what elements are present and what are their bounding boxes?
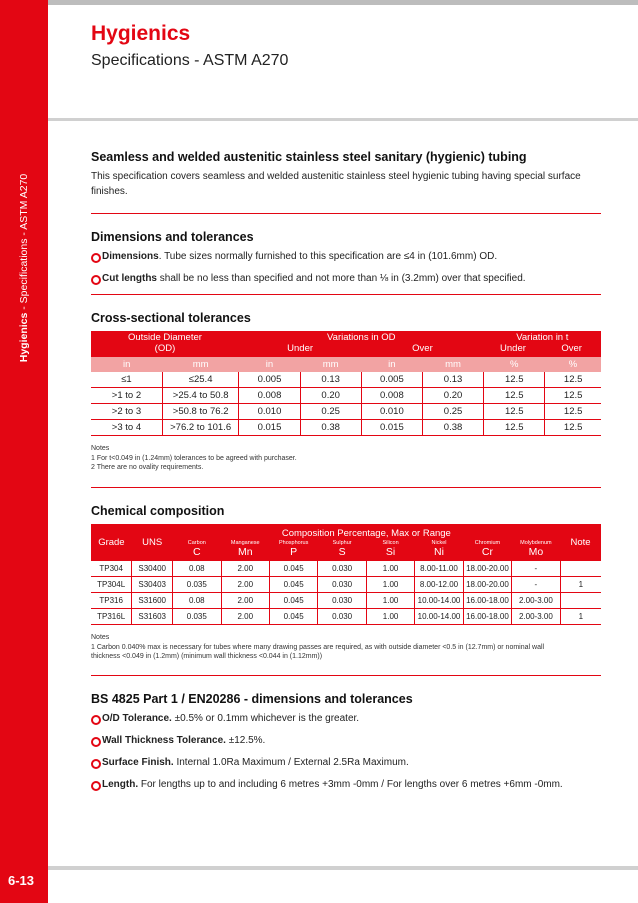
chemical-notes: Notes 1 Carbon 0.040% max is necessary for tubes where many drawing passes are required, as with outside diameter <0.5 in (12.7mm) or nominal wall thickness <0.049 in (1.2mm) (minimum wall thickness <0.044 in (1.12mm)) (91, 634, 545, 661)
section-divider (91, 213, 601, 214)
table-cell: 12.5 (545, 420, 601, 436)
unit-cell: mm (162, 357, 239, 372)
table-header-row (91, 331, 601, 357)
table-cell: 10.00-14.00 (415, 609, 463, 625)
table-cell: TP316 (91, 593, 132, 609)
unit-cell: % (484, 357, 545, 372)
unit-cell: % (545, 357, 601, 372)
table-cell: 8.00-12.00 (415, 577, 463, 593)
table-cell: 12.5 (545, 388, 601, 404)
dimensions-list (91, 250, 601, 286)
table-cell: 0.25 (422, 404, 483, 420)
table-cell: 1.00 (366, 609, 414, 625)
table-cell: 16.00-18.00 (463, 593, 511, 609)
cross-heading: Cross-sectional tolerances (91, 311, 251, 325)
sidebar-label: Hygienics - Specifications - ASTM A270 (18, 173, 30, 363)
intro-heading: Seamless and welded austenitic stainless steel sanitary (hygienic) tubing (91, 150, 527, 164)
element-header: Silicon Si (366, 540, 414, 561)
table-cell: ≤1 (91, 372, 162, 388)
table-cell: 1.00 (366, 561, 414, 577)
list-item: O/D Tolerance. ±0.5% or 0.1mm whichever is the greater. (91, 712, 601, 726)
table-cell: 12.5 (484, 404, 545, 420)
table-cell: 1 (560, 577, 601, 593)
table-cell: 10.00-14.00 (415, 593, 463, 609)
table-row (91, 609, 601, 625)
unit-cell: in (239, 357, 300, 372)
table-cell: 1.00 (366, 577, 414, 593)
chemical-heading: Chemical composition (91, 503, 225, 518)
table-cell: 0.08 (173, 561, 221, 577)
table-cell: >25.4 to 50.8 (162, 388, 239, 404)
chem-header-row (91, 524, 601, 540)
table-cell: 12.5 (545, 404, 601, 420)
table-cell: - (512, 561, 560, 577)
table-cell: 18.00-20.00 (463, 577, 511, 593)
element-header: Sulphur S (318, 540, 366, 561)
table-cell: 0.008 (239, 388, 300, 404)
table-row (91, 372, 601, 388)
table-cell: S30403 (132, 577, 173, 593)
table-cell: 0.030 (318, 561, 366, 577)
sidebar (0, 0, 48, 903)
list-item: Surface Finish. Internal 1.0Ra Maximum / External 2.5Ra Maximum. (91, 756, 601, 770)
table-cell: S30400 (132, 561, 173, 577)
table-cell: 0.015 (361, 420, 422, 436)
table-cell: S31603 (132, 609, 173, 625)
element-header: Molybdenum Mo (512, 540, 560, 561)
table-cell: 8.00-11.00 (415, 561, 463, 577)
table-cell: 2.00-3.00 (512, 593, 560, 609)
table-cell: 16.00-18.00 (463, 609, 511, 625)
table-cell (560, 561, 601, 577)
table-unit-row (91, 357, 601, 372)
section-divider (91, 487, 601, 488)
unit-cell: mm (300, 357, 361, 372)
composition-header: Composition Percentage, Max or Range (173, 524, 561, 540)
table-cell: 0.010 (239, 404, 300, 420)
table-cell: 12.5 (545, 372, 601, 388)
table-cell: >76.2 to 101.6 (162, 420, 239, 436)
table-cell: 12.5 (484, 372, 545, 388)
list-item: Wall Thickness Tolerance. ±12.5%. (91, 734, 601, 748)
footer-divider (48, 866, 638, 870)
cross-notes: Notes 1 For t<0.049 in (1.24mm) tolerances to be agreed with purchaser. 2 There are no ovality requirements. (91, 445, 297, 472)
element-header: Nickel Ni (415, 540, 463, 561)
table-cell: 0.20 (422, 388, 483, 404)
table-cell: 1.00 (366, 593, 414, 609)
table-row (91, 593, 601, 609)
table-cell: 2.00-3.00 (512, 609, 560, 625)
element-header: Carbon C (173, 540, 221, 561)
dimensions-heading: Dimensions and tolerances (91, 230, 254, 244)
grade-header: Grade (91, 524, 132, 561)
page-number: 6-13 (8, 873, 35, 888)
list-item: Length. For lengths up to and including 6 metres +3mm -0mm / For lengths over 6 metres +6mm -0mm. (91, 778, 601, 792)
table-cell: 12.5 (484, 388, 545, 404)
page-subtitle: Specifications - ASTM A270 (91, 52, 289, 69)
table-cell: 2.00 (221, 593, 269, 609)
var-t-header: Variation in t Under Over (484, 331, 601, 357)
table-cell: 0.08 (173, 593, 221, 609)
table-cell: 0.045 (269, 577, 317, 593)
table-cell: >50.8 to 76.2 (162, 404, 239, 420)
element-header: Phosphorus P (269, 540, 317, 561)
table-row (91, 561, 601, 577)
table-row (91, 420, 601, 436)
chemical-table (91, 524, 601, 626)
table-cell: 0.13 (422, 372, 483, 388)
bs-heading: BS 4825 Part 1 / EN20286 - dimensions and tolerances (91, 692, 413, 707)
table-cell: 0.38 (300, 420, 361, 436)
table-cell: 0.010 (361, 404, 422, 420)
table-cell: >2 to 3 (91, 404, 162, 420)
table-cell: 0.015 (239, 420, 300, 436)
bs-list (91, 712, 601, 792)
table-cell: 18.00-20.00 (463, 561, 511, 577)
table-cell: 0.13 (300, 372, 361, 388)
table-row (91, 577, 601, 593)
table-cell: 0.045 (269, 593, 317, 609)
table-cell: 0.005 (361, 372, 422, 388)
table-cell: 0.005 (239, 372, 300, 388)
table-cell: 2.00 (221, 577, 269, 593)
element-header: Chromium Cr (463, 540, 511, 561)
content (91, 150, 601, 800)
od-header: Outside Diameter (OD) (91, 331, 239, 357)
top-bar (48, 0, 638, 5)
list-item: Cut lengths shall be no less than specified and not more than ⅛ in (3.2mm) over that specified. (91, 272, 601, 286)
unit-cell: mm (422, 357, 483, 372)
table-cell: 0.25 (300, 404, 361, 420)
table-cell: 0.38 (422, 420, 483, 436)
table-cell: 0.045 (269, 561, 317, 577)
unit-cell: in (361, 357, 422, 372)
chem-table-body (91, 561, 601, 625)
table-cell: 2.00 (221, 561, 269, 577)
table-cell: 1 (560, 609, 601, 625)
unit-cell: in (91, 357, 162, 372)
table-cell: 0.030 (318, 593, 366, 609)
section-divider (91, 294, 601, 295)
list-item: Dimensions. Tube sizes normally furnished to this specification are ≤4 in (101.6mm) OD. (91, 250, 601, 264)
table-cell: 0.045 (269, 609, 317, 625)
var-od-header: Variations in OD Under Over (239, 331, 484, 357)
section-divider (91, 675, 601, 676)
table-cell: 0.035 (173, 609, 221, 625)
note-header: Note (560, 524, 601, 561)
table-cell: >1 to 2 (91, 388, 162, 404)
table-cell: 0.035 (173, 577, 221, 593)
table-cell: TP304L (91, 577, 132, 593)
table-cell: 0.030 (318, 577, 366, 593)
table-cell: 12.5 (484, 420, 545, 436)
table-cell: S31600 (132, 593, 173, 609)
table-cell: 0.030 (318, 609, 366, 625)
page-title: Hygienics (91, 22, 191, 45)
table-cell: TP316L (91, 609, 132, 625)
intro-text: This specification covers seamless and welded austenitic stainless steel hygienic tubing having special surface finishes. (91, 171, 581, 197)
cross-sectional-table (91, 331, 601, 436)
table-cell (560, 593, 601, 609)
table-row (91, 388, 601, 404)
table-cell: ≤25.4 (162, 372, 239, 388)
table-cell: TP304 (91, 561, 132, 577)
header-divider (48, 118, 638, 121)
uns-header: UNS (132, 524, 173, 561)
table-row (91, 404, 601, 420)
table-cell: 0.008 (361, 388, 422, 404)
table-cell: 2.00 (221, 609, 269, 625)
element-header: Manganese Mn (221, 540, 269, 561)
cross-table-body (91, 372, 601, 436)
table-cell: 0.20 (300, 388, 361, 404)
table-cell: >3 to 4 (91, 420, 162, 436)
table-cell: - (512, 577, 560, 593)
